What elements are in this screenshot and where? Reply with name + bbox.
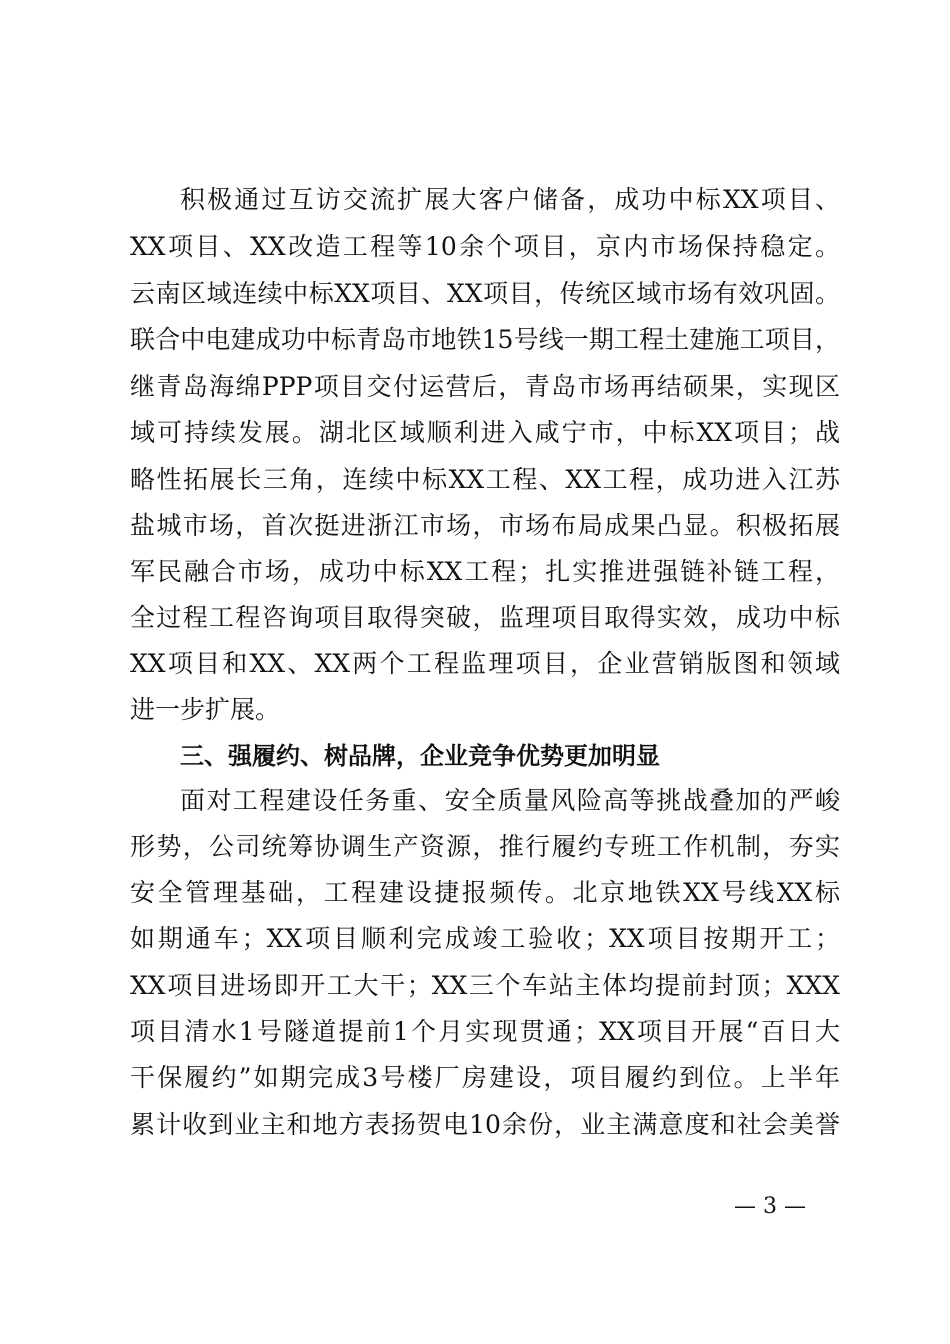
paragraph-line: 军民融合市场，成功中标XX工程；扎实推进强链补链工程， xyxy=(130,557,840,586)
paragraph-line: 积极通过互访交流扩展大客户储备，成功中标XX项目、 xyxy=(180,185,840,214)
paragraph-line: XX项目、XX改造工程等10余个项目，京内市场保持稳定。 xyxy=(130,232,840,261)
paragraph-line: XX项目和XX、XX两个工程监理项目，企业营销版图和领域 xyxy=(130,649,840,678)
paragraph-line: 如期通车；XX项目顺利完成竣工验收；XX项目按期开工； xyxy=(130,924,840,953)
paragraph-line: 盐城市场，首次挺进浙江市场，市场布局成果凸显。积极拓展 xyxy=(130,511,840,540)
paragraph-line: 联合中电建成功中标青岛市地铁15号线一期工程土建施工项目， xyxy=(130,325,840,354)
paragraph-line: 域可持续发展。湖北区域顺利进入咸宁市，中标XX项目；战 xyxy=(130,418,840,447)
paragraph-line: 累计收到业主和地方表扬贺电10余份，业主满意度和社会美誉 xyxy=(130,1110,840,1139)
paragraph-line: XX项目进场即开工大干；XX三个车站主体均提前封顶；XXX xyxy=(130,971,840,1000)
paragraph-line: 面对工程建设任务重、安全质量风险高等挑战叠加的严峻 xyxy=(180,786,840,815)
paragraph-line: 继青岛海绵PPP项目交付运营后，青岛市场再结硕果，实现区 xyxy=(130,372,840,401)
paragraph-line: 进一步扩展。 xyxy=(130,695,281,724)
paragraph-line: 形势，公司统筹协调生产资源，推行履约专班工作机制，夯实 xyxy=(130,832,840,861)
page-number: — 3 — xyxy=(734,1194,806,1219)
section-heading: 三、强履约、树品牌，企业竞争优势更加明显 xyxy=(180,742,660,770)
paragraph-line: 安全管理基础，工程建设捷报频传。北京地铁XX号线XX标 xyxy=(130,878,840,907)
paragraph-line: 全过程工程咨询项目取得突破，监理项目取得实效，成功中标 xyxy=(130,603,840,632)
paragraph-line: 略性拓展长三角，连续中标XX工程、XX工程，成功进入江苏 xyxy=(130,465,840,494)
paragraph-line: 云南区域连续中标XX项目、XX项目，传统区域市场有效巩固。 xyxy=(130,279,840,308)
paragraph-line: 项目清水1号隧道提前1个月实现贯通；XX项目开展“百日大 xyxy=(130,1017,840,1046)
paragraph-line: 干保履约”如期完成3号楼厂房建设，项目履约到位。上半年 xyxy=(130,1063,840,1092)
